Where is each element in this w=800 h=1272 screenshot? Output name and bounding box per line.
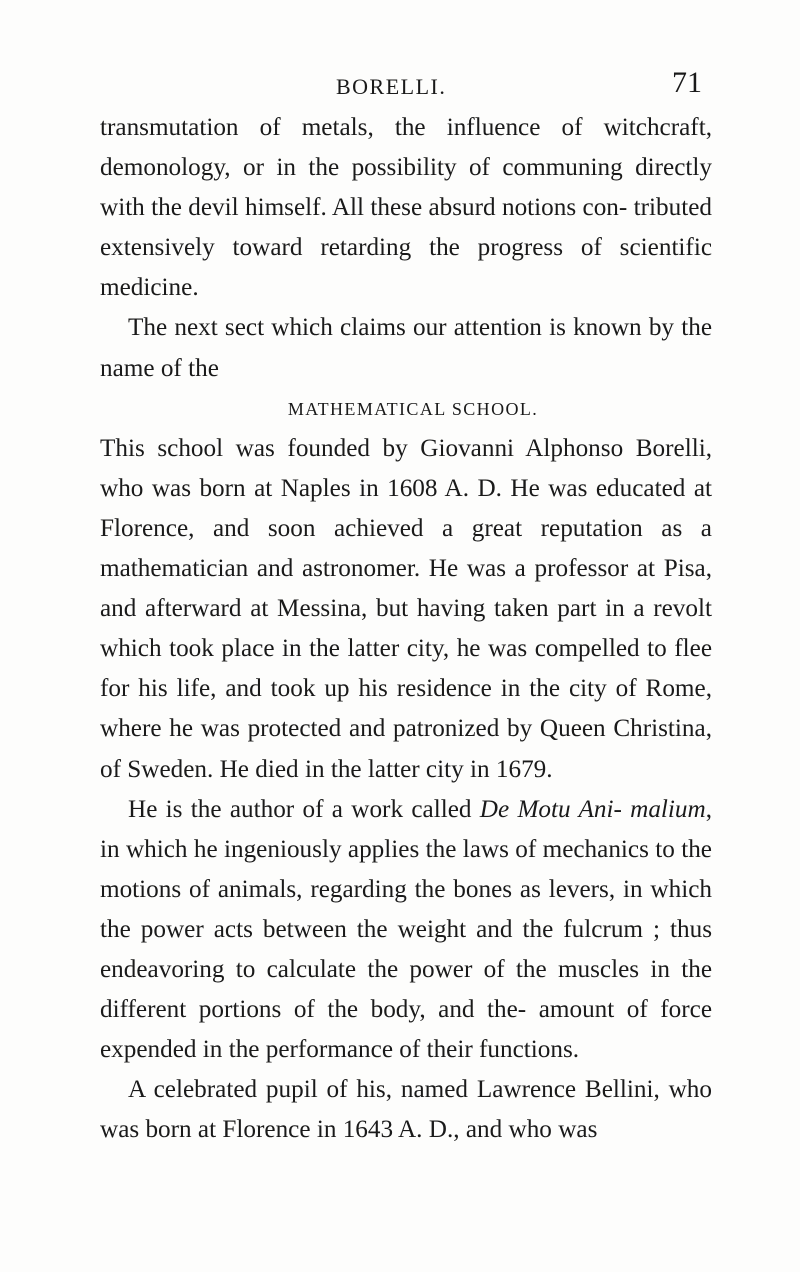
running-title: BORELLI. [336, 74, 447, 99]
paragraph-borelli-biography: This school was founded by Giovanni Alphonso Borelli, who was born at Naples in 1608 A. D. He was educated at Florence, and soon achieved a great reputation as a mathematician and astronomer. He was a professor at Pisa, and afterward at Messina, but having taken part in a revolt which took place in the latter city, he was compelled to flee for his life, and took up his residence in the city of Rome, where he was protected and patronized by Queen Christina, of Sweden. He died in the latter city in 1679. [100, 434, 712, 783]
paragraph-next-sect: The next sect which claims our attention is known by the name of the [100, 314, 712, 382]
paragraph-de-motu-animalium [100, 790, 712, 1071]
paragraph-text-after-title: , in which he ingeniously applies the laws of mechanics to the motions of animals, regarding the bones as levers, in which the power acts between the weight and the fulcrum ; thus endeavoring to calculate the power of the muscles in the different portions of the body, and the- amount of force expended in the performance of their functions. [100, 795, 712, 1064]
paragraph-bellini: A celebrated pupil of his, named Lawrence Bellini, who was born at Florence in 1643 A. D., and who was [100, 1076, 712, 1144]
page-number: 71 [672, 66, 702, 99]
body-text [100, 108, 712, 1150]
paragraph-continuation: transmutation of metals, the influence of witchcraft, demonology, or in the possibility of communing directly with the devil himself. All these absurd notions con- tributed extensively toward retarding the progress of scientific medicine. [100, 114, 712, 302]
running-head [0, 66, 800, 106]
book-title-italic: De Motu Ani- malium [479, 795, 706, 823]
section-heading: MATHEMATICAL SCHOOL. [287, 398, 539, 419]
paragraph-text-before-title: He is the author of a work called [128, 795, 480, 823]
